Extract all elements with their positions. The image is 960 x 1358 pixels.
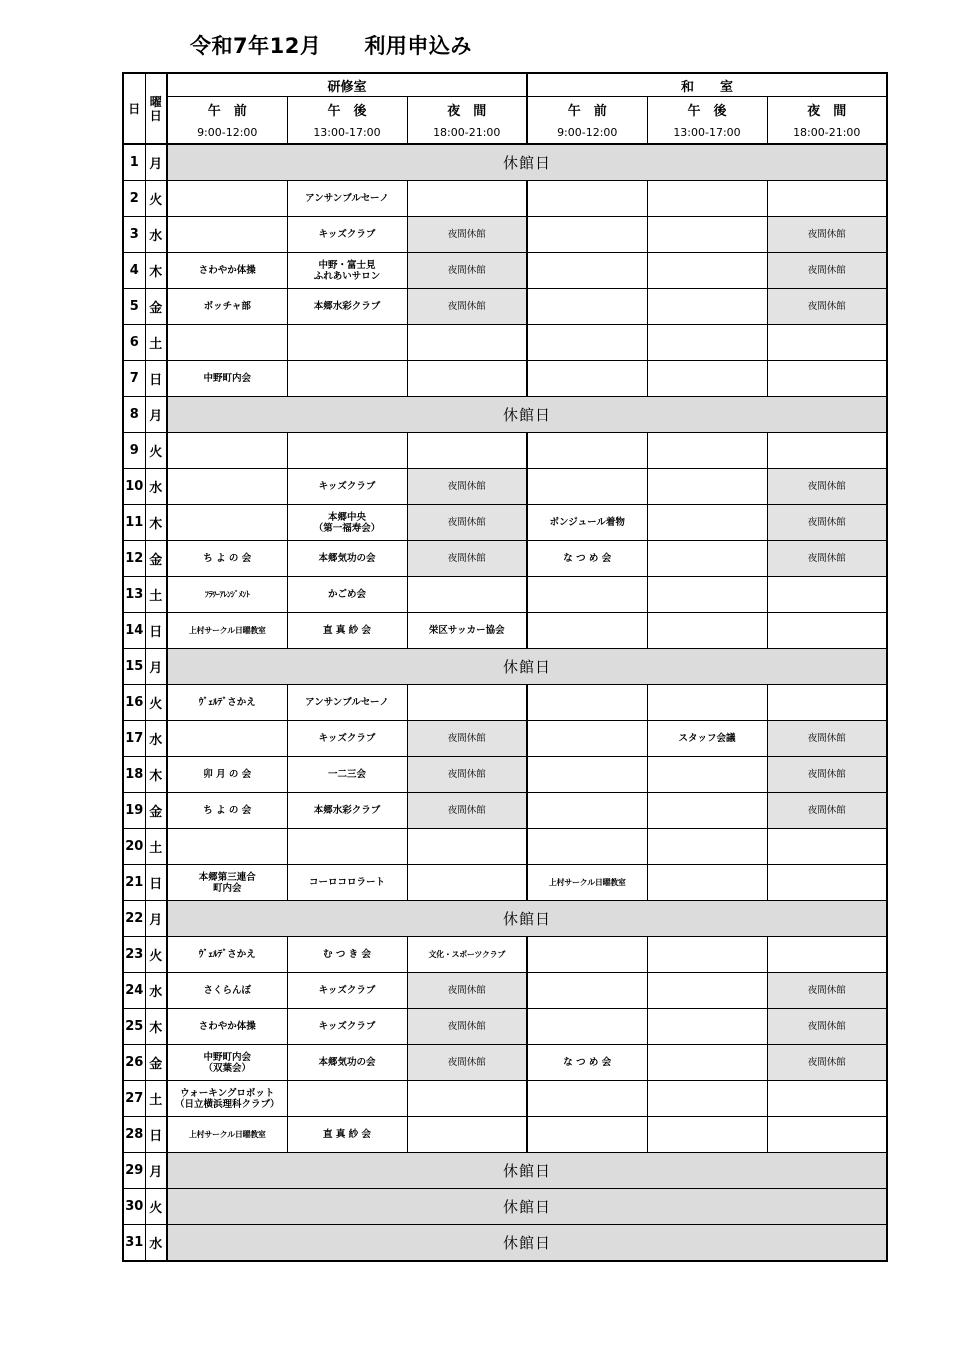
night-closed-cell[interactable]: 夜間休館 [767,541,887,577]
day-number: 6 [123,325,145,361]
table-row [123,973,887,1009]
reservation-cell[interactable] [647,253,767,289]
weekday: 日 [145,1117,167,1153]
slot-label: 午 後 [647,97,767,122]
table-row [123,757,887,793]
table-row [123,1153,887,1189]
table-row [123,649,887,685]
reservation-cell[interactable]: 上村サークル日曜教室 [527,865,647,901]
table-row [123,361,887,397]
night-closed-cell[interactable]: 夜間休館 [767,505,887,541]
reservation-cell[interactable] [767,865,887,901]
night-closed-cell[interactable]: 夜間休館 [407,757,527,793]
reservation-cell[interactable] [647,865,767,901]
closed-day-cell: 休館日 [167,1189,887,1225]
reservation-cell[interactable] [287,325,407,361]
reservation-cell[interactable] [647,685,767,721]
reservation-cell[interactable] [527,685,647,721]
slot-label: 夜 間 [767,97,887,122]
reservation-cell[interactable] [407,1081,527,1117]
reservation-cell[interactable] [407,325,527,361]
night-closed-cell[interactable]: 夜間休館 [767,1009,887,1045]
weekday: 水 [145,973,167,1009]
weekday: 金 [145,541,167,577]
reservation-cell[interactable]: ｳﾞｪﾙﾃﾞさかえ [167,937,287,973]
table-row [123,1117,887,1153]
day-number: 20 [123,829,145,865]
reservation-cell[interactable] [767,829,887,865]
weekday: 土 [145,577,167,613]
reservation-cell[interactable] [527,613,647,649]
reservation-cell[interactable] [527,757,647,793]
day-number: 27 [123,1081,145,1117]
reservation-cell[interactable]: キッズクラブ [287,973,407,1009]
table-row [123,181,887,217]
day-number: 22 [123,901,145,937]
reservation-cell[interactable] [647,1045,767,1081]
reservation-cell[interactable]: ボンジュール着物 [527,505,647,541]
reservation-cell[interactable] [647,541,767,577]
table-row [123,397,887,433]
weekday: 月 [145,1153,167,1189]
reservation-cell[interactable]: アンサンブルセーノ [287,685,407,721]
reservation-cell[interactable]: ボッチャ部 [167,289,287,325]
reservation-cell[interactable] [767,685,887,721]
reservation-cell[interactable]: 本郷気功の会 [287,1045,407,1081]
closed-day-cell: 休館日 [167,1153,887,1189]
day-number: 26 [123,1045,145,1081]
table-row [123,865,887,901]
weekday: 月 [145,649,167,685]
night-closed-cell[interactable]: 夜間休館 [767,1045,887,1081]
day-number: 29 [123,1153,145,1189]
reservation-cell[interactable] [407,1117,527,1153]
reservation-cell[interactable]: 上村サークル日曜教室 [167,1117,287,1153]
slot-time: 9:00-12:00 [527,121,647,144]
reservation-cell[interactable]: な つ め 会 [527,541,647,577]
day-number: 25 [123,1009,145,1045]
reservation-cell[interactable]: 栄区サッカー協会 [407,613,527,649]
reservation-cell[interactable] [527,181,647,217]
slot-label: 午 後 [287,97,407,122]
weekday: 金 [145,1045,167,1081]
day-number: 11 [123,505,145,541]
night-closed-cell[interactable]: 夜間休館 [407,505,527,541]
reservation-cell[interactable] [647,829,767,865]
reservation-cell[interactable] [407,433,527,469]
day-number: 3 [123,217,145,253]
reservation-cell[interactable]: 本郷第三連合 町内会 [167,865,287,901]
reservation-cell[interactable] [767,577,887,613]
day-number: 8 [123,397,145,433]
reservation-cell[interactable]: アンサンブルセーノ [287,181,407,217]
slot-label: 午 前 [167,97,287,122]
weekday: 土 [145,829,167,865]
table-row [123,469,887,505]
reservation-cell[interactable]: さくらんぼ [167,973,287,1009]
weekday: 月 [145,901,167,937]
day-number: 16 [123,685,145,721]
reservation-cell[interactable] [527,1117,647,1153]
night-closed-cell[interactable]: 夜間休館 [767,973,887,1009]
table-row [123,1225,887,1262]
reservation-cell[interactable]: コーロコロラート [287,865,407,901]
reservation-cell[interactable] [167,433,287,469]
reservation-cell[interactable]: 文化・スポーツクラブ [407,937,527,973]
reservation-cell[interactable] [167,217,287,253]
reservation-cell[interactable] [767,613,887,649]
day-number: 17 [123,721,145,757]
weekday: 土 [145,1081,167,1117]
weekday: 火 [145,433,167,469]
night-closed-cell[interactable]: 夜間休館 [407,253,527,289]
weekday-header-label: 曜 日 [149,94,162,123]
reservation-cell[interactable] [527,973,647,1009]
reservation-cell[interactable] [167,721,287,757]
reservation-cell[interactable] [527,721,647,757]
day-number: 1 [123,144,145,181]
reservation-cell[interactable]: 本郷中央 （第一福寿会） [287,505,407,541]
weekday: 日 [145,361,167,397]
reservation-cell[interactable]: む つ き 会 [287,937,407,973]
reservation-cell[interactable]: キッズクラブ [287,721,407,757]
night-closed-cell[interactable]: 夜間休館 [767,253,887,289]
table-row [123,217,887,253]
slot-label: 夜 間 [407,97,527,122]
day-number: 18 [123,757,145,793]
reservation-cell[interactable] [407,577,527,613]
reservation-cell[interactable]: 上村サークル日曜教室 [167,613,287,649]
table-row [123,793,887,829]
reservation-cell[interactable]: さわやか体操 [167,1009,287,1045]
table-row [123,685,887,721]
reservation-cell[interactable] [287,361,407,397]
reservation-cell[interactable] [527,253,647,289]
reservation-cell[interactable]: かごめ会 [287,577,407,613]
reservation-cell[interactable]: スタッフ会議 [647,721,767,757]
room-header-training: 研修室 [167,73,527,97]
night-closed-cell[interactable]: 夜間休館 [767,757,887,793]
table-row [123,253,887,289]
closed-day-cell: 休館日 [167,901,887,937]
weekday: 火 [145,181,167,217]
reservation-cell[interactable] [767,361,887,397]
weekday: 土 [145,325,167,361]
day-number: 28 [123,1117,145,1153]
reservation-cell[interactable] [647,577,767,613]
reservation-cell[interactable] [647,505,767,541]
day-number: 12 [123,541,145,577]
table-row [123,1189,887,1225]
day-number: 21 [123,865,145,901]
weekday: 火 [145,685,167,721]
night-closed-cell[interactable]: 夜間休館 [407,1009,527,1045]
reservation-cell[interactable] [647,361,767,397]
reservation-cell[interactable] [767,325,887,361]
weekday: 日 [145,613,167,649]
reservation-cell[interactable] [647,1117,767,1153]
reservation-cell[interactable] [647,613,767,649]
reservation-cell[interactable] [527,361,647,397]
weekday: 金 [145,289,167,325]
reservation-cell[interactable] [167,181,287,217]
reservation-cell[interactable]: 中野・富士見 ふれあいサロン [287,253,407,289]
day-number: 30 [123,1189,145,1225]
reservation-cell[interactable] [527,1009,647,1045]
weekday: 水 [145,1225,167,1262]
slot-label: 午 前 [527,97,647,122]
reservation-cell[interactable] [647,469,767,505]
reservation-cell[interactable] [167,505,287,541]
day-number: 15 [123,649,145,685]
night-closed-cell[interactable]: 夜間休館 [767,217,887,253]
weekday: 金 [145,793,167,829]
table-row [123,289,887,325]
night-closed-cell[interactable]: 夜間休館 [407,289,527,325]
slot-time: 13:00-17:00 [647,121,767,144]
reservation-cell[interactable]: 本郷水彩クラブ [287,793,407,829]
closed-day-cell: 休館日 [167,144,887,181]
table-row [123,325,887,361]
day-column-header: 日 [123,73,145,144]
table-row [123,937,887,973]
table-row [123,829,887,865]
reservation-cell[interactable] [647,1009,767,1045]
reservation-cell[interactable] [527,433,647,469]
table-row [123,1045,887,1081]
weekday: 木 [145,253,167,289]
reservation-cell[interactable] [647,1081,767,1117]
table-row [123,144,887,181]
page-title: 令和7年12月 利用申込み [190,34,472,58]
reservation-cell[interactable]: 中野町内会 [167,361,287,397]
night-closed-cell[interactable]: 夜間休館 [767,793,887,829]
slot-time: 18:00-21:00 [767,121,887,144]
slot-time: 9:00-12:00 [167,121,287,144]
reservation-cell[interactable]: 一二三会 [287,757,407,793]
reservation-cell[interactable]: 直 真 紗 会 [287,1117,407,1153]
weekday: 木 [145,1009,167,1045]
reservation-cell[interactable]: 本郷水彩クラブ [287,289,407,325]
reservation-cell[interactable] [647,181,767,217]
weekday-column-header [145,73,167,144]
weekday: 火 [145,937,167,973]
reservation-cell[interactable] [287,829,407,865]
night-closed-cell[interactable]: 夜間休館 [407,793,527,829]
reservation-cell[interactable]: 直 真 紗 会 [287,613,407,649]
reservation-cell[interactable] [767,937,887,973]
reservation-cell[interactable]: キッズクラブ [287,469,407,505]
reservation-cell[interactable] [407,181,527,217]
weekday: 日 [145,865,167,901]
closed-day-cell: 休館日 [167,649,887,685]
reservation-cell[interactable] [527,577,647,613]
reservation-cell[interactable] [767,1081,887,1117]
day-number: 10 [123,469,145,505]
reservation-cell[interactable]: ｳﾞｪﾙﾃﾞさかえ [167,685,287,721]
reservation-cell[interactable] [647,289,767,325]
reservation-cell[interactable] [167,469,287,505]
reservation-cell[interactable]: 中野町内会 （双葉会） [167,1045,287,1081]
weekday: 火 [145,1189,167,1225]
weekday: 水 [145,721,167,757]
day-number: 2 [123,181,145,217]
reservation-cell[interactable] [407,361,527,397]
reservation-cell[interactable] [407,865,527,901]
reservation-cell[interactable]: ウォーキングロボット （日立横浜理科クラブ） [167,1081,287,1117]
night-closed-cell[interactable]: 夜間休館 [407,721,527,757]
reservation-cell[interactable] [647,325,767,361]
weekday: 木 [145,505,167,541]
night-closed-cell[interactable]: 夜間休館 [407,541,527,577]
reservation-cell[interactable]: キッズクラブ [287,217,407,253]
reservation-cell[interactable]: ﾌﾗﾜｰｱﾚﾝｼﾞﾒﾝﾄ [167,577,287,613]
weekday: 月 [145,397,167,433]
reservation-cell[interactable] [527,793,647,829]
reservation-cell[interactable]: 卯 月 の 会 [167,757,287,793]
day-number: 4 [123,253,145,289]
night-closed-cell[interactable]: 夜間休館 [407,217,527,253]
slot-time: 13:00-17:00 [287,121,407,144]
day-number: 9 [123,433,145,469]
night-closed-cell[interactable]: 夜間休館 [407,1045,527,1081]
reservation-cell[interactable] [167,829,287,865]
weekday: 水 [145,217,167,253]
table-row [123,577,887,613]
night-closed-cell[interactable]: 夜間休館 [767,469,887,505]
day-number: 19 [123,793,145,829]
reservation-cell[interactable] [527,1081,647,1117]
room-header-japanese: 和 室 [527,73,887,97]
schedule-body [123,144,887,1261]
table-row [123,505,887,541]
reservation-cell[interactable] [287,1081,407,1117]
reservation-cell[interactable] [407,685,527,721]
table-row [123,1081,887,1117]
reservation-cell[interactable] [527,937,647,973]
day-number: 24 [123,973,145,1009]
reservation-cell[interactable] [527,289,647,325]
reservation-cell[interactable] [527,829,647,865]
table-row [123,901,887,937]
reservation-cell[interactable]: な つ め 会 [527,1045,647,1081]
day-number: 5 [123,289,145,325]
closed-day-cell: 休館日 [167,397,887,433]
reservation-cell[interactable] [647,757,767,793]
reservation-cell[interactable] [287,433,407,469]
reservation-cell[interactable]: さわやか体操 [167,253,287,289]
reservation-cell[interactable] [167,325,287,361]
table-row [123,541,887,577]
day-number: 23 [123,937,145,973]
reservation-cell[interactable] [647,793,767,829]
reservation-cell[interactable] [527,325,647,361]
day-number: 7 [123,361,145,397]
closed-day-cell: 休館日 [167,1225,887,1262]
reservation-cell[interactable]: ち よ の 会 [167,541,287,577]
weekday: 水 [145,469,167,505]
reservation-cell[interactable] [767,1117,887,1153]
weekday: 月 [145,144,167,181]
day-number: 13 [123,577,145,613]
night-closed-cell[interactable]: 夜間休館 [407,469,527,505]
table-row [123,613,887,649]
reservation-cell[interactable]: キッズクラブ [287,1009,407,1045]
reservation-cell[interactable] [767,433,887,469]
slot-time: 18:00-21:00 [407,121,527,144]
reservation-cell[interactable] [647,937,767,973]
reservation-cell[interactable] [767,181,887,217]
reservation-cell[interactable]: ち よ の 会 [167,793,287,829]
reservation-cell[interactable] [647,217,767,253]
reservation-cell[interactable] [647,973,767,1009]
night-closed-cell[interactable]: 夜間休館 [767,289,887,325]
table-row [123,721,887,757]
reservation-cell[interactable] [527,217,647,253]
night-closed-cell[interactable]: 夜間休館 [407,973,527,1009]
night-closed-cell[interactable]: 夜間休館 [767,721,887,757]
reservation-cell[interactable] [527,469,647,505]
table-row [123,1009,887,1045]
reservation-cell[interactable]: 本郷気功の会 [287,541,407,577]
reservation-cell[interactable] [407,829,527,865]
day-number: 31 [123,1225,145,1262]
day-number: 14 [123,613,145,649]
schedule-table [122,72,888,1262]
table-row [123,433,887,469]
weekday: 木 [145,757,167,793]
reservation-cell[interactable] [647,433,767,469]
